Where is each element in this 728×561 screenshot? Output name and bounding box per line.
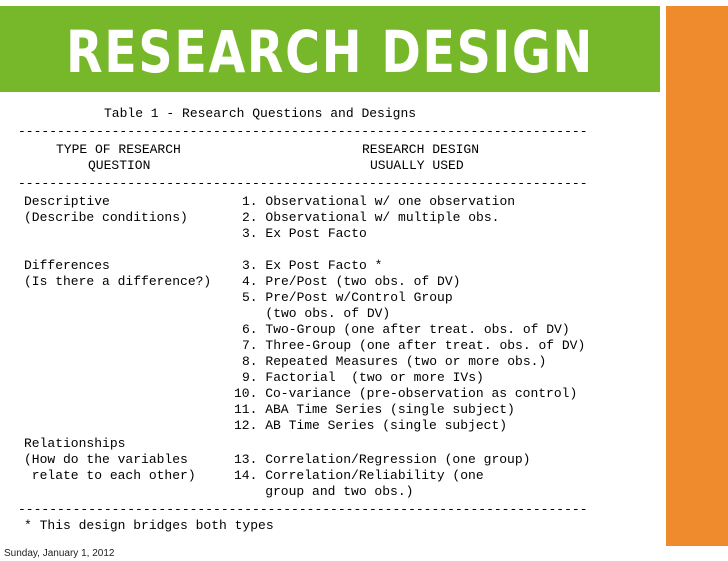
header-left-line1: TYPE OF RESEARCH xyxy=(56,142,181,157)
header-right-line2: USUALLY USED xyxy=(370,158,464,173)
row-right: 1. Observational w/ one observation xyxy=(242,194,516,209)
row-left: Relationships xyxy=(24,436,126,451)
table-rule-top: ------------------------------------------------------------------------- xyxy=(18,124,588,139)
row-right: 12. AB Time Series (single subject) xyxy=(234,418,508,433)
row-right: 6. Two-Group (one after treat. obs. of DV) xyxy=(242,322,570,337)
row-left: relate to each other) xyxy=(24,468,196,483)
table-footnote: * This design bridges both types xyxy=(24,518,274,533)
row-right: 2. Observational w/ multiple obs. xyxy=(242,210,500,225)
row-left: (How do the variables xyxy=(24,452,188,467)
row-right: group and two obs.) xyxy=(234,484,414,499)
table-rule-header: ------------------------------------------------------------------------- xyxy=(18,176,588,191)
row-right: 10. Co-variance (pre-observation as control) xyxy=(234,386,578,401)
row-right: 3. Ex Post Facto xyxy=(242,226,367,241)
row-right: 4. Pre/Post (two obs. of DV) xyxy=(242,274,461,289)
header-left-line2: QUESTION xyxy=(88,158,151,173)
row-left: Differences xyxy=(24,258,110,273)
table-caption: Table 1 - Research Questions and Designs xyxy=(104,106,417,121)
row-right: 3. Ex Post Facto * xyxy=(242,258,383,273)
title-banner xyxy=(0,6,660,92)
row-right: 13. Correlation/Regression (one group) xyxy=(234,452,531,467)
slide-title: RESEARCH DESIGN xyxy=(66,18,594,86)
row-left: (Describe conditions) xyxy=(24,210,188,225)
row-left: Descriptive xyxy=(24,194,110,209)
row-right: (two obs. of DV) xyxy=(242,306,391,321)
accent-bar xyxy=(666,6,728,546)
row-right: 9. Factorial (two or more IVs) xyxy=(242,370,484,385)
row-right: 11. ABA Time Series (single subject) xyxy=(234,402,515,417)
row-left: (Is there a difference?) xyxy=(24,274,212,289)
table-rule-bottom: ------------------------------------------------------------------------- xyxy=(18,502,588,517)
header-right-line1: RESEARCH DESIGN xyxy=(362,142,480,157)
date-footer: Sunday, January 1, 2012 xyxy=(4,548,115,559)
row-right: 14. Correlation/Reliability (one xyxy=(234,468,484,483)
row-right: 8. Repeated Measures (two or more obs.) xyxy=(242,354,547,369)
row-right: 5. Pre/Post w/Control Group xyxy=(242,290,453,305)
row-right: 7. Three-Group (one after treat. obs. of DV) xyxy=(242,338,586,353)
